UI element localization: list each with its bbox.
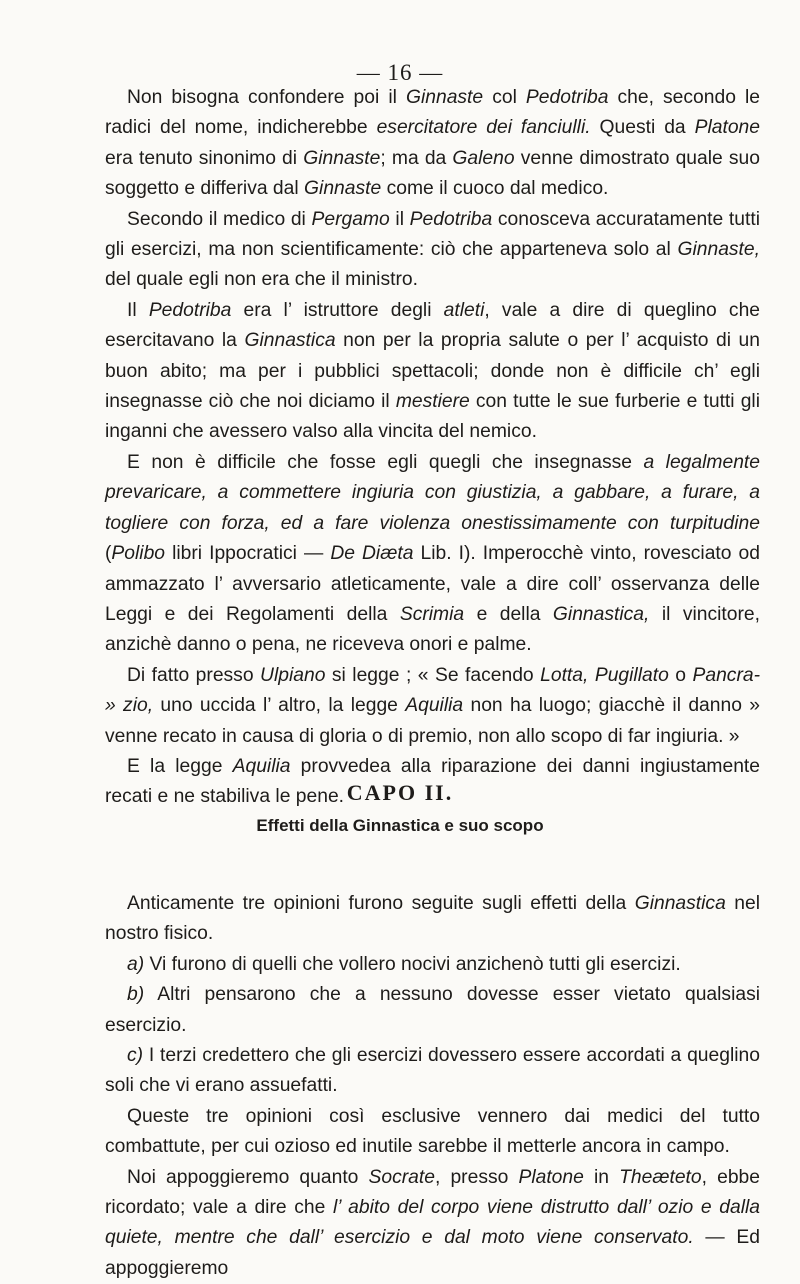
italic-run: Socrate <box>368 1166 435 1188</box>
text-block-bottom <box>105 889 760 1284</box>
italic-run: Aquilia <box>232 755 291 777</box>
chapter-title: CAPO II. <box>346 780 454 805</box>
text-run: che, secondo le radici del nome, indicherebbe <box>105 87 760 139</box>
text-run: con tutte le sue furberie e tutti gli inganni che avessero valso alla vincita del nemico. <box>105 391 760 443</box>
paragraph <box>105 1102 760 1163</box>
italic-run: Scrimia <box>399 603 465 625</box>
text-run: col <box>483 87 526 108</box>
chapter-subtitle: Effetti della Ginnastica e suo scopo <box>256 816 544 835</box>
italic-run: Platone <box>518 1166 584 1188</box>
text-run: Noi appoggieremo quanto <box>127 1166 369 1188</box>
italic-run: atleti <box>443 299 485 321</box>
text-run: Lib. I). Imperocchè vinto, rovesciato od ammazzato l’ avversario atleticamente, vale a dire coll’ osservanza delle Leggi e dei Regolamenti della <box>105 543 760 625</box>
italic-run: mestiere <box>395 391 470 413</box>
text-run: ; ma da <box>380 147 453 169</box>
italic-run: Ginnaste <box>405 87 484 108</box>
italic-run: Platone <box>694 117 760 139</box>
text-run: provvedea alla riparazione dei danni ingiustamente recati e ne stabiliva le pene. <box>105 755 760 808</box>
text-run: il <box>389 208 410 230</box>
text-run: Queste tre opinioni così esclusive vennero dai medici del tutto combattute, per cui ozioso ed inutile sarebbe il metterle ancora in campo. <box>105 1105 760 1158</box>
italic-run: Pedotriba <box>148 299 232 321</box>
italic-run: c) <box>127 1045 144 1067</box>
text-run: si legge ; « Se facendo <box>325 664 541 686</box>
italic-run: l’ abito del corpo viene distrutto dall’ ozio e dalla quiete, mentre che dall’ esercizio e dal moto viene conservato. <box>105 1197 760 1249</box>
text-run: e della <box>464 603 553 625</box>
text-block-top <box>105 83 760 813</box>
text-run: non per la propria salute o per l’ acquisto di un buon abito; ma per i pubblici spettacoli; donde non è difficile ch’ egli insegnasse ciò che noi diciamo il <box>105 330 761 413</box>
paragraph <box>105 296 760 448</box>
italic-run: Ginnastica, <box>552 603 650 625</box>
text-run: Non bisogna confondere poi il <box>127 87 406 108</box>
italic-run: Ginnaste, <box>677 239 760 261</box>
italic-run: Pedotriba <box>525 87 609 108</box>
page-number: — 16 — <box>356 60 444 85</box>
italic-run: Pedotriba <box>409 208 493 230</box>
text-run: non ha luogo; giacchè il danno » venne recato in causa di gloria o di premio, non allo scopo di far ingiuria. » <box>105 695 761 747</box>
text-run: Questi da <box>590 117 695 139</box>
italic-run: Polibo <box>111 543 166 565</box>
italic-run: a) <box>127 953 145 975</box>
italic-run: Pancra- » zio, <box>105 664 761 717</box>
italic-run: b) <box>127 984 145 1006</box>
text-run: Di fatto presso <box>127 664 261 686</box>
italic-run: Lotta, Pugillato <box>540 664 669 686</box>
italic-run: Ulpiano <box>260 664 326 686</box>
paragraph <box>105 661 760 752</box>
text-run: il vincitore, anzichè danno o pena, ne riceveva onori e palme. <box>105 603 760 656</box>
text-run: — Ed appoggieremo <box>105 1227 760 1279</box>
text-run: Vi furono di quelli che vollero nocivi anzichenò tutti gli esercizi. <box>144 953 681 975</box>
text-run: come il cuoco dal medico. <box>381 178 609 200</box>
text-run: nel nostro fisico. <box>105 893 760 945</box>
text-run: , ebbe ricordato; vale a dire che <box>105 1166 760 1219</box>
paragraph <box>105 1041 760 1102</box>
paragraph <box>105 950 760 980</box>
paragraph <box>105 980 760 1041</box>
italic-run: Aquilia <box>405 695 464 717</box>
italic-run: De Diæta <box>330 543 414 565</box>
italic-run: Ginnastica <box>244 330 336 352</box>
text-run: del quale egli non era che il ministro. <box>105 269 418 291</box>
text-run: , vale a dire di queglino che esercitavano la <box>105 299 761 352</box>
text-run: o <box>668 664 693 686</box>
italic-run: Galeno <box>452 147 515 169</box>
text-run: Anticamente tre opinioni furono seguite sugli effetti della <box>127 893 635 914</box>
text-run: venne dimostrato quale suo soggetto e differiva dal <box>105 147 760 200</box>
paragraph <box>105 83 760 205</box>
italic-run: Pergamo <box>311 208 390 230</box>
paragraph <box>105 1163 760 1284</box>
text-run: in <box>583 1166 620 1188</box>
paragraph <box>105 205 760 296</box>
italic-run: Ginnastica <box>634 893 726 914</box>
text-run: , presso <box>434 1166 519 1188</box>
text-run: uno uccida l’ altro, la legge <box>153 695 406 717</box>
paragraph <box>105 889 760 950</box>
italic-run: Ginnaste <box>304 178 382 200</box>
text-run: E non è difficile che fosse egli quegli che insegnasse <box>127 451 644 473</box>
text-run: conosceva accuratamente tutti gli esercizi, ma non scientificamente: ciò che apparteneva solo al <box>105 208 761 261</box>
text-run: Secondo il medico di <box>127 208 312 230</box>
italic-run: Theæteto <box>619 1166 702 1188</box>
text-run: Il <box>127 299 149 321</box>
italic-run: a legalmente prevaricare, a commettere ingiuria con giustizia, a gabbare, a furare, a togliere con forza, ed a fare violenza onestissimamente con turpitudine <box>105 451 761 534</box>
text-run: E la legge <box>127 755 233 777</box>
text-run: Altri pensarono che a nessuno dovesse esser vietato qualsiasi esercizio. <box>105 984 760 1036</box>
text-run: era tenuto sinonimo di <box>105 147 304 169</box>
paragraph <box>105 448 760 661</box>
italic-run: esercitatore dei fanciulli. <box>376 117 591 139</box>
text-run: era l’ istruttore degli <box>231 299 444 321</box>
italic-run: Ginnaste <box>303 147 381 169</box>
text-run: libri Ippocratici — <box>165 543 331 565</box>
text-run: I terzi credettero che gli esercizi dovessero essere accordati a queglino soli che vi erano assuefatti. <box>105 1045 760 1097</box>
text-run: ( <box>105 543 112 565</box>
